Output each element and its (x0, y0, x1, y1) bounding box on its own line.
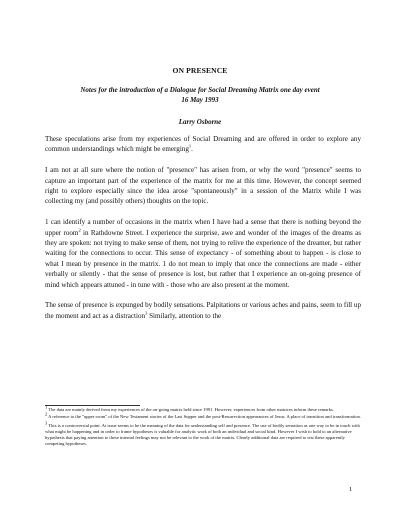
footnote-divider (45, 405, 140, 406)
body-text (45, 134, 361, 332)
footnote-ref: 3 (145, 310, 148, 316)
footnote-text: The data are mainly derived from my experiences of the on-going matrix held since 1991. However, experiences from other matrices inform these remarks. (47, 407, 334, 412)
document-title: ON PRESENCE (172, 66, 228, 75)
paragraph-text: These speculations arise from my experiences of Social Dreaming and are offered in order to explore any common understandings which might be emerging (45, 135, 361, 154)
paragraph-2: I am not at all sure where the notion of "presence" has arisen from, or why the word "presence" seems to capture an important part of the experience of the matrix for me at this time. However, the concept seemed right to explore especially since the idea arose "spontaneously" in a session of the Matrix while I was collecting my (and possibly others) thoughts on the topic. (45, 166, 361, 206)
subtitle-date: 16 May 1993 (181, 95, 219, 104)
author-name: Larry Osborne (178, 118, 222, 126)
footnote-number: 1 (45, 404, 48, 410)
paragraph-3 (45, 217, 361, 290)
footnote (45, 404, 361, 413)
page-number: 1 (349, 486, 353, 493)
paragraph-text: 1 can identify a number of occasions in the matrix when I have had a sense that there is nothing beyond the upper room (45, 218, 361, 237)
paragraph-4 (45, 300, 361, 321)
footnote-ref: 1 (188, 144, 192, 150)
footnote (45, 411, 361, 420)
paragraph-text: The sense of presence is expunged by bodily sensations. Palpitations or various aches and pains, seem to fill up the moment and act as a distraction (45, 301, 361, 320)
footnote-ref: 2 (78, 227, 81, 233)
footnote (45, 420, 361, 447)
paragraph-1 (45, 134, 361, 155)
paragraph-text: Similarly, attention to the (147, 311, 222, 320)
paragraph-text: . (191, 145, 193, 154)
footnote-number: 3 (45, 420, 48, 426)
document-subtitle (30, 86, 370, 105)
footnote-text: A reference to the "upper room" of the New Testament stories of the Last Supper and the post-Resurrection appearances of Jesus. A place of transition and transformation. (47, 414, 361, 420)
subtitle-line: Notes for the introduction of a Dialogue for Social Dreaming Matrix one day event (80, 86, 320, 94)
footnote-text: This is a controversial point. At issue seems to be the meaning of the data for understanding self and presence. The use of bodily sensation as one way to be in touch with what might be happening and in order to frame hypotheses is valuable for analytic work of both an individual and social kind. However I wish to hold to an alternative hypothesis that paying attention to these internal feelings may not be relevant to the work of the matrix. Clearly additional data are required to test these apparently competing hypotheses. (45, 423, 360, 447)
footnotes (45, 404, 361, 448)
footnote-number: 2 (45, 411, 48, 417)
paragraph-text: in Rathdowne Street. I experience the surprise, awe and wonder of the images of the dreams as they are spoken: not trying to make sense of them, not trying to relive the experience of the dreamer, but rather waiting for the connections to occur. This sense of expectancy - of something about to happen - is close to what I mean by presence in the matrix. 1 do not mean to imply that once the connections are made - either verbally or silently - that the sense of presence is lost, but rather that I experience an on-going presence of mind which appears attuned - in tune with - those who are also present at the moment. (45, 228, 361, 289)
